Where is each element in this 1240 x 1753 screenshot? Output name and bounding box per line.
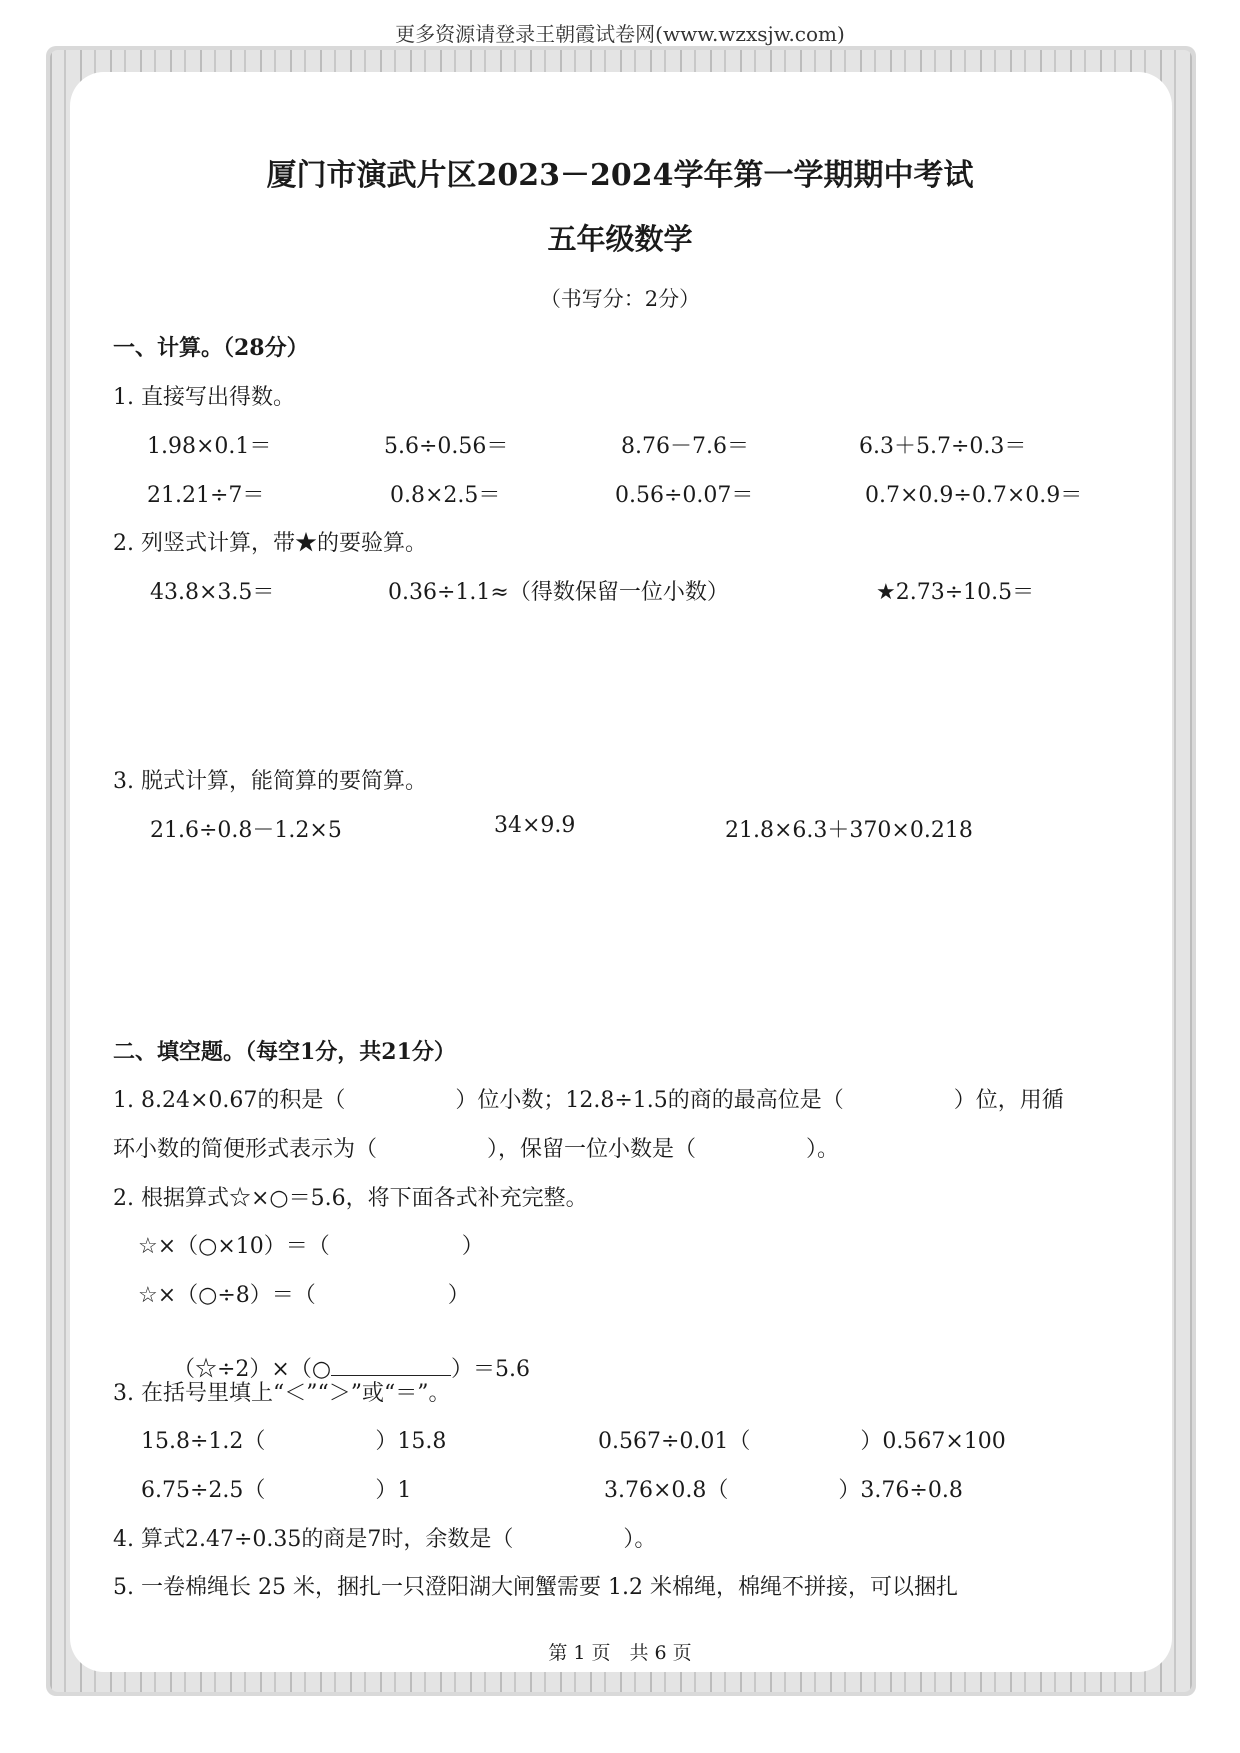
fill-question-2-item: ☆×（○×10）＝（ ） [138,1234,484,1259]
vertical-calc-item: ★2.73÷10.5＝ [876,580,1035,605]
fill-question-4: 4. 算式2.47÷0.35的商是7时，余数是（ ）。 [113,1527,657,1552]
section2-heading: 二、填空题。（每空1分，共21分） [113,1039,456,1065]
handwriting-note: （书写分：2分） [539,287,701,311]
section1-heading: 一、计算。（28分） [113,335,309,361]
compare-item: 15.8÷1.2（ ）15.8 [141,1429,447,1454]
calc-item: 0.7×0.9÷0.7×0.9＝ [865,483,1083,508]
compare-item: 6.75÷2.5（ ）1 [141,1478,412,1503]
step-calc-item: 21.6÷0.8－1.2×5 [150,818,342,843]
fill-question-2-item: ☆×（○÷8）＝（ ） [138,1283,470,1308]
fill-question-2-c-suffix: ）＝5.6 [451,1357,531,1382]
calc-item: 0.56÷0.07＝ [615,483,754,508]
calc-item: 1.98×0.1＝ [147,434,272,459]
fill-question-1-line1: 1. 8.24×0.67的积是（ ）位小数；12.8÷1.5的商的最高位是（ ）位，用循 [113,1088,1064,1113]
step-calc-item: 21.8×6.3＋370×0.218 [725,818,973,843]
fill-question-3-label: 3. 在括号里填上“＜”“＞”或“＝”。 [113,1381,451,1406]
compare-item: 3.76×0.8（ ）3.76÷0.8 [604,1478,963,1503]
calc-item: 5.6÷0.56＝ [384,434,509,459]
fill-question-1-line2: 环小数的简便形式表示为（ ），保留一位小数是（ ）。 [113,1137,840,1162]
vertical-calc-item: 0.36÷1.1≈（得数保留一位小数） [388,580,729,605]
page-number: 第 1 页 共 6 页 [548,1642,692,1664]
exam-title: 厦门市演武片区2023－2024学年第一学期期中考试 [266,158,974,193]
fill-question-2-c-prefix: （☆÷2）×（○ [172,1357,332,1382]
vertical-calc-item: 43.8×3.5＝ [150,580,275,605]
question-1-2-label: 2. 列竖式计算，带★的要验算。 [113,531,427,556]
compare-item: 0.567÷0.01（ ）0.567×100 [598,1429,1006,1454]
calc-item: 8.76－7.6＝ [621,434,749,459]
fill-question-2-label: 2. 根据算式☆×○＝5.6，将下面各式补充完整。 [113,1186,588,1211]
answer-blank [331,1357,451,1376]
calc-item: 6.3＋5.7÷0.3＝ [859,434,1027,459]
calc-item: 0.8×2.5＝ [390,483,501,508]
fill-question-5: 5. 一卷棉绳长 25 米，捆扎一只澄阳湖大闸蟹需要 1.2 米棉绳，棉绳不拼接，可以捆扎 [113,1575,958,1600]
exam-subject: 五年级数学 [547,222,693,256]
site-header: 更多资源请登录王朝霞试卷网(www.wzxsjw.com) [395,22,845,46]
question-1-1-label: 1. 直接写出得数。 [113,385,295,410]
step-calc-item: 34×9.9 [494,813,576,838]
question-1-3-label: 3. 脱式计算，能简算的要简算。 [113,769,427,794]
calc-item: 21.21÷7＝ [147,483,265,508]
